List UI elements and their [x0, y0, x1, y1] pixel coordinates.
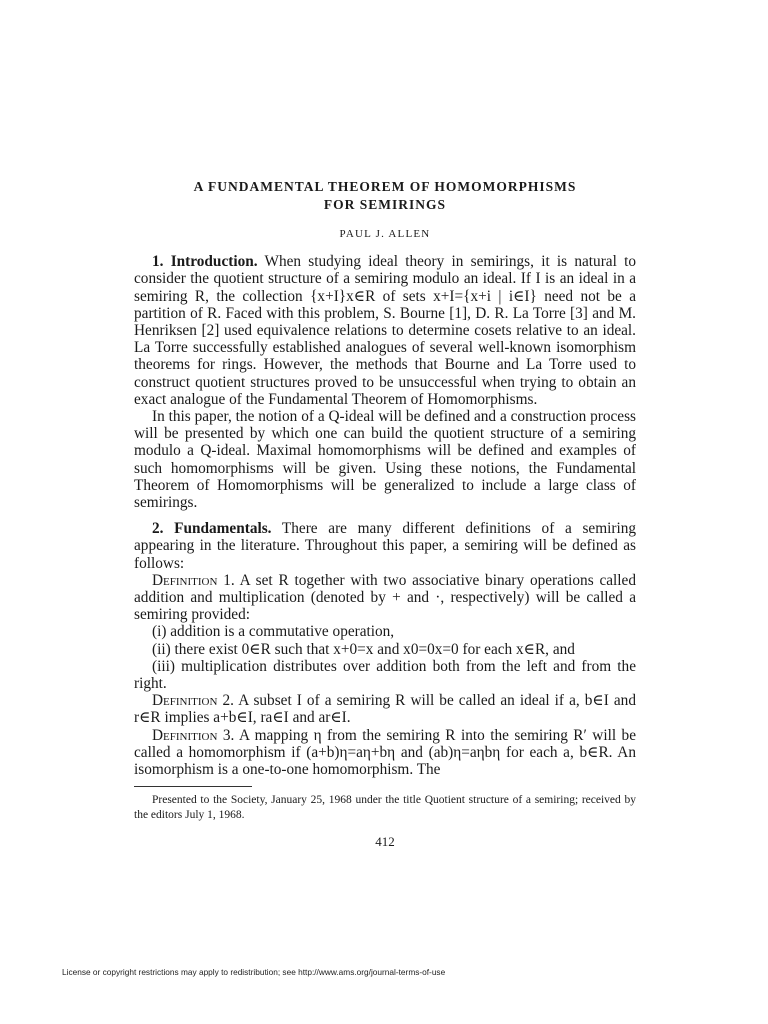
definition-1-item-2: (ii) there exist 0∈R such that x+0=x and x0=0x=0 for each x∈R, and	[152, 640, 575, 658]
title-line-1: A FUNDAMENTAL THEOREM OF HOMOMORPHISMS	[193, 179, 577, 194]
definition-3	[134, 727, 636, 779]
definition-2	[134, 692, 636, 726]
definition-1-label: Definition 1.	[152, 571, 235, 589]
definition-1-item-1: (i) addition is a commutative operation,	[152, 623, 395, 641]
intro-paragraph-2: In this paper, the notion of a Q-ideal will be defined and a construction process will be presented by which one can build the quotient structure of a semiring modulo a Q-ideal. Maximal homomorphisms will be defined and examples of such homomorphisms will be given. Using these notions, the Fundamental Theorem of Homomorphisms will be generalized to include a large class of semirings.	[134, 408, 636, 512]
intro-heading: 1. Introduction.	[152, 253, 258, 271]
title-line-2: FOR SEMIRINGS	[323, 197, 447, 212]
intro-paragraph-1	[134, 253, 636, 408]
definition-1	[134, 572, 636, 624]
definition-1-text: A set R together with two associative binary operations called addition and multiplication (denoted by + and ·, respectively) will be called a semiring provided:	[134, 571, 636, 624]
author-name: PAUL J. ALLEN	[339, 228, 431, 240]
definition-3-text: A mapping η from the semiring R into the semiring R′ will be called a homomorphism if (a+b)η=aη+bη and (ab)η=aηbη for each a, b∈R. An isomorphism is a one-to-one homomorphism. The	[134, 726, 636, 779]
article-title	[134, 178, 636, 214]
definition-2-text: A subset I of a semiring R will be called an ideal if a, b∈I and r∈R implies a+b∈I, ra∈I and ar∈I.	[134, 692, 636, 727]
definition-3-label: Definition 3.	[152, 726, 235, 744]
article-page	[134, 178, 636, 851]
intro-text-1: When studying ideal theory in semirings, it is natural to consider the quotient structure of a semiring modulo an ideal. If I is an ideal in a semiring R, the collection {x+I}x∈R of sets x+I={x+i | i∈I} need not be a partition of R. Faced with this problem, S. Bourne [1], D. R. La Torre [3] and M. Henriksen [2] used equivalence relations to determine cosets relative to an ideal. La Torre successfully established analogues of several well-known isomorphism theorems for rings. However, the methods that Bourne and La Torre used to construct quotient structures proved to be unsuccessful when trying to obtain an exact analogue of the Fundamental Theorem of Homomorphisms.	[134, 253, 636, 408]
footnote: Presented to the Society, January 25, 1968 under the title Quotient structure of a semiring; received by the editors July 1, 1968.	[134, 794, 636, 822]
fundamentals-paragraph	[134, 520, 636, 572]
page-number: 412	[375, 834, 395, 850]
fundamentals-text: There are many different definitions of a semiring appearing in the literature. Throughout this paper, a semiring will be defined as follows:	[134, 520, 637, 572]
license-notice: License or copyright restrictions may apply to redistribution; see http://www.ams.org/journal-terms-of-use	[62, 967, 446, 977]
definition-1-item-3: (iii) multiplication distributes over addition both from the left and from the right.	[134, 657, 636, 693]
fundamentals-heading: 2. Fundamentals.	[152, 520, 272, 538]
footnote-divider	[134, 786, 252, 787]
definition-2-label: Definition 2.	[152, 692, 234, 710]
